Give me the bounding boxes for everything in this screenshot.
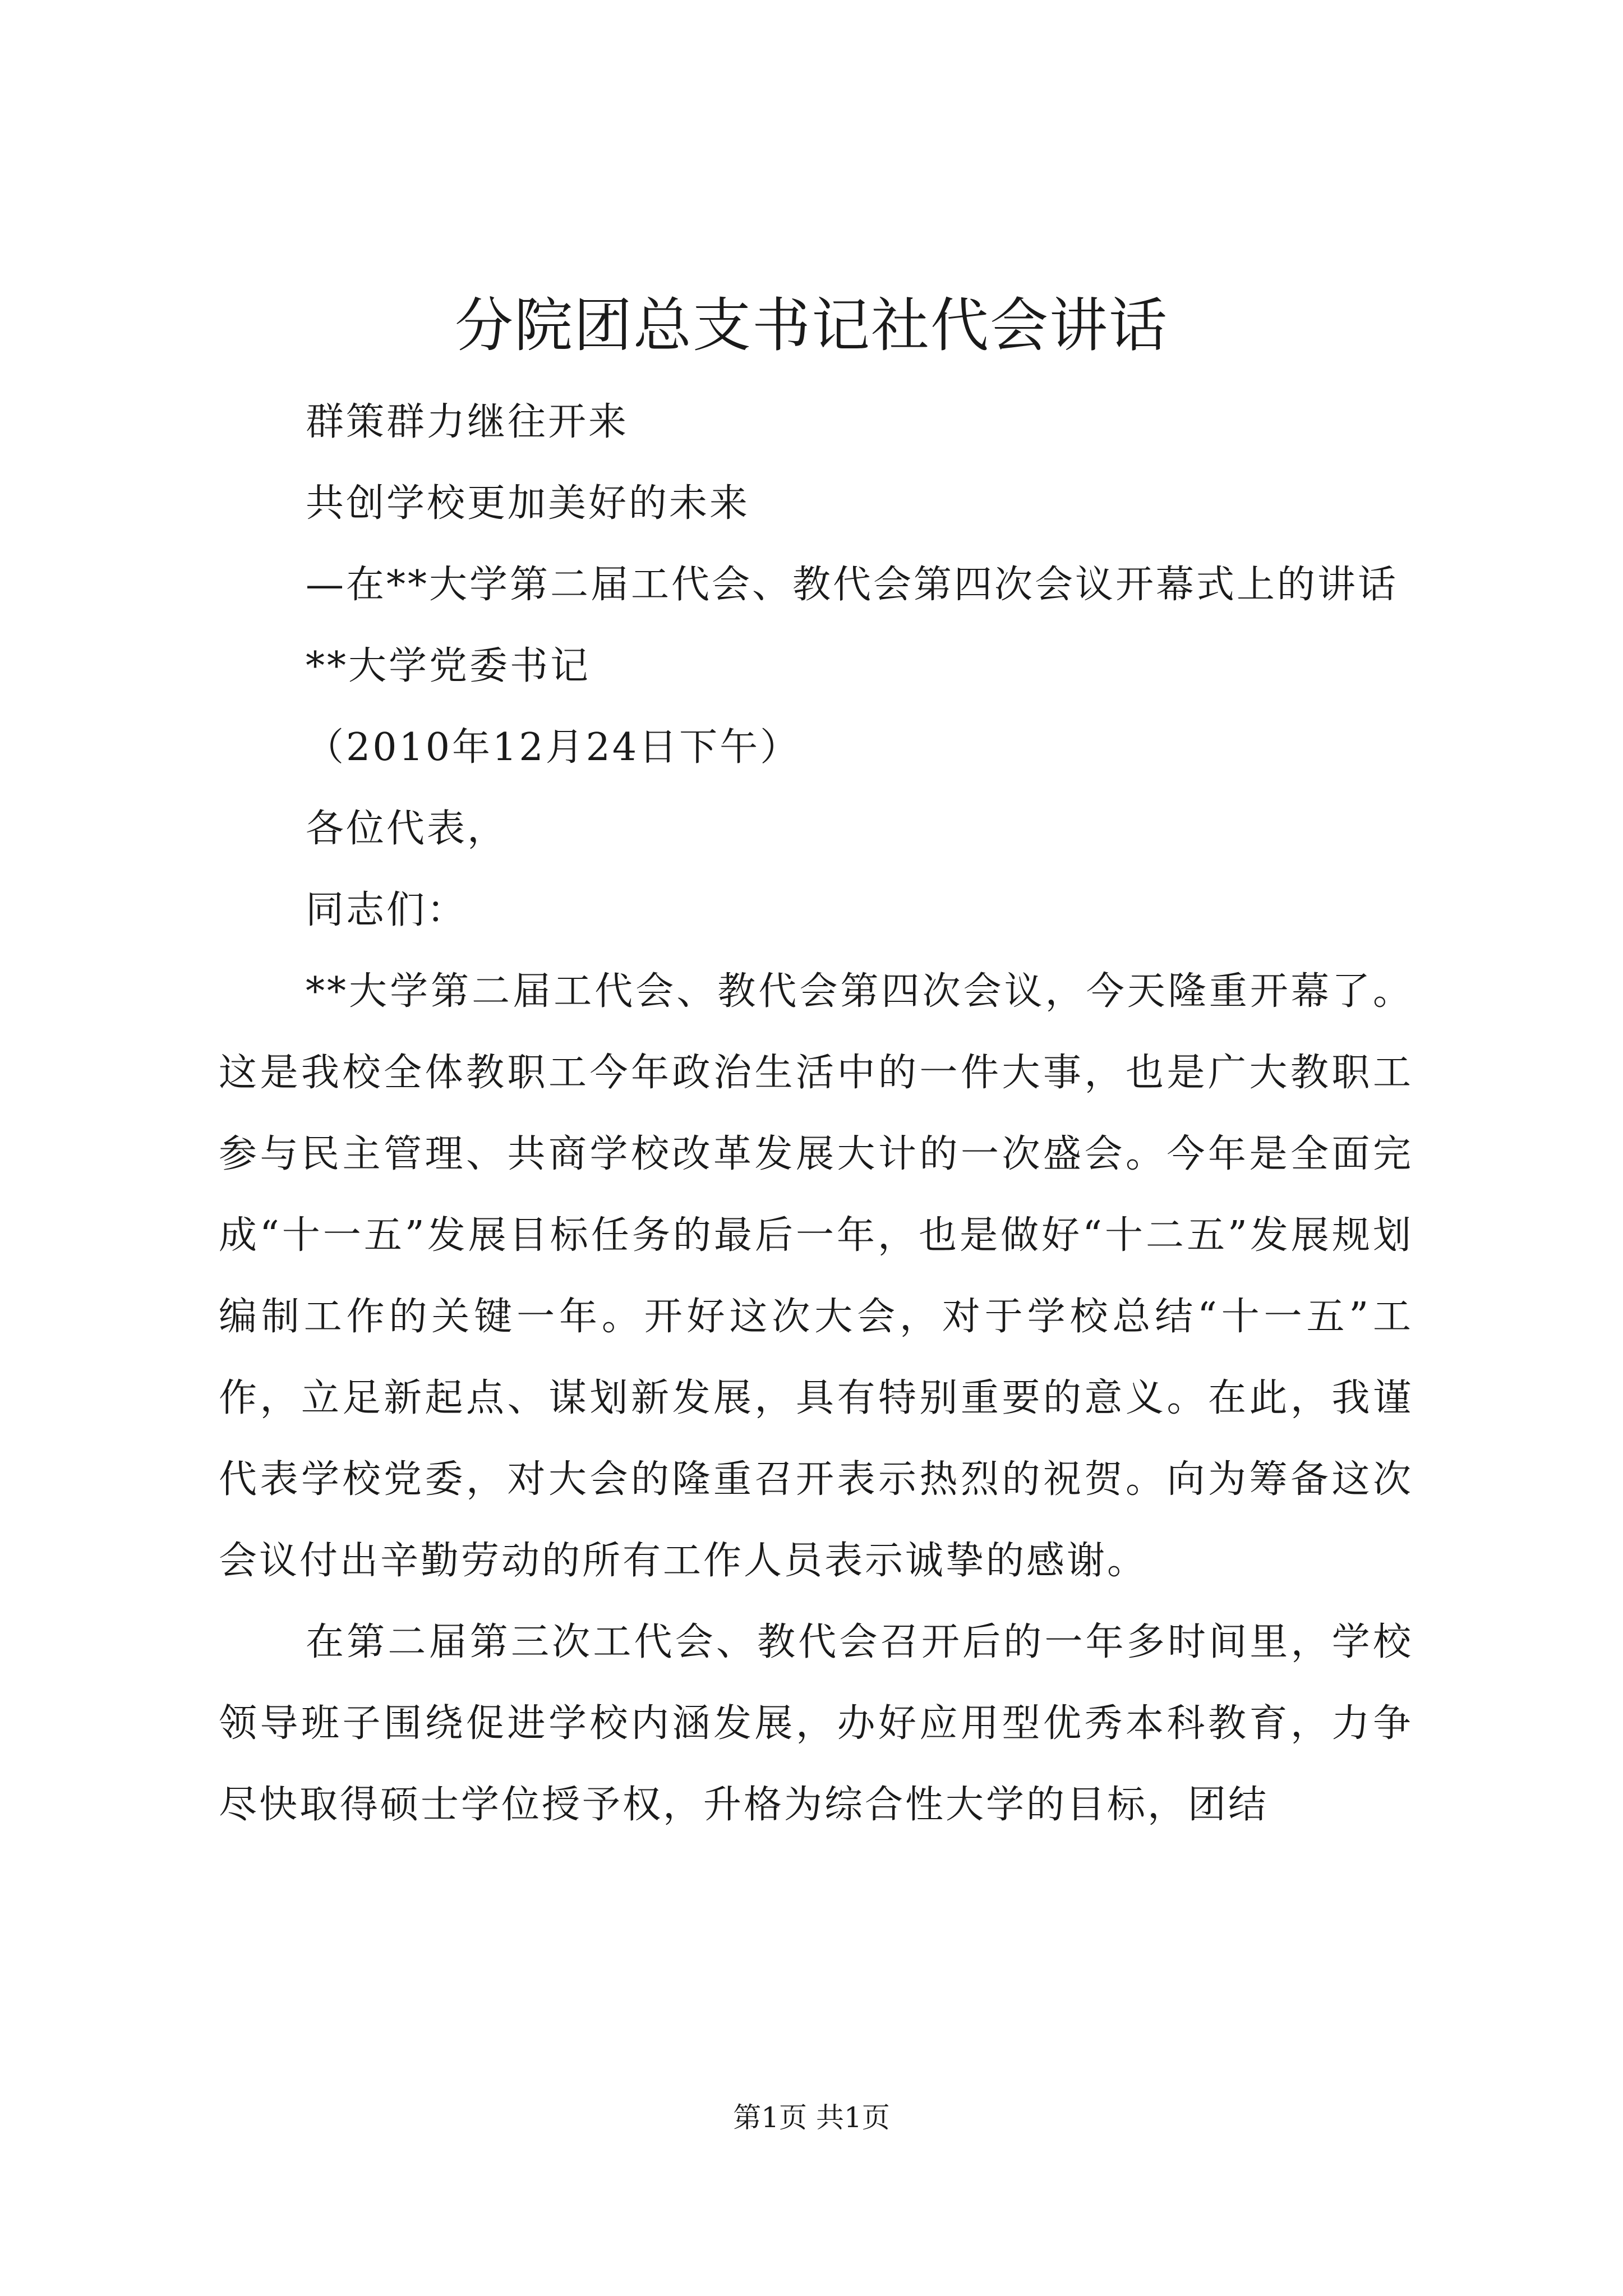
subtitle-occasion: —在**大学第二届工代会、教代会第四次会议开幕式上的讲话 <box>306 563 1399 607</box>
page-footer: 第1页 共1页 <box>733 2101 890 2134</box>
salutation-delegates: 各位代表， <box>306 807 508 851</box>
subtitle-line-2: 共创学校更加美好的未来 <box>306 481 750 526</box>
subtitle-line-1: 群策群力继往开来 <box>306 400 629 444</box>
speech-date: （2010年12月24日下午） <box>306 725 801 770</box>
body-paragraph: 在第二届第三次工代会、教代会召开后的一年多时间里，学校领导班子围绕促进学校内涵发展，办好应用型优秀本科教育，力争尽快取得硕士学位授予权，升格为综合性大学的目标，团结 <box>219 1620 1413 1827</box>
body-paragraph: **大学第二届工代会、教代会第四次会议，今天隆重开幕了。这是我校全体教职工今年政治生活中的一件大事，也是广大教职工参与民主管理、共商学校改革发展大计的一次盛会。今年是全面完成“十一五”发展目标任务的最后一年，也是做好“十二五”发展规划编制工作的关键一年。开好这次大会，对于学校总结“十一五”工作，立足新起点、谋划新发展，具有特别重要的意义。在此，我谨代表学校党委，对大会的隆重召开表示热烈的祝贺。向为筹备这次会议付出辛勤劳动的所有工作人员表示诚挚的感谢。 <box>219 969 1413 1583</box>
document-body <box>219 381 1413 1846</box>
speaker-title: **大学党委书记 <box>306 644 591 688</box>
document-title: 分院团总支书记社代会讲话 <box>454 291 1168 360</box>
salutation-comrades: 同志们： <box>306 888 468 932</box>
